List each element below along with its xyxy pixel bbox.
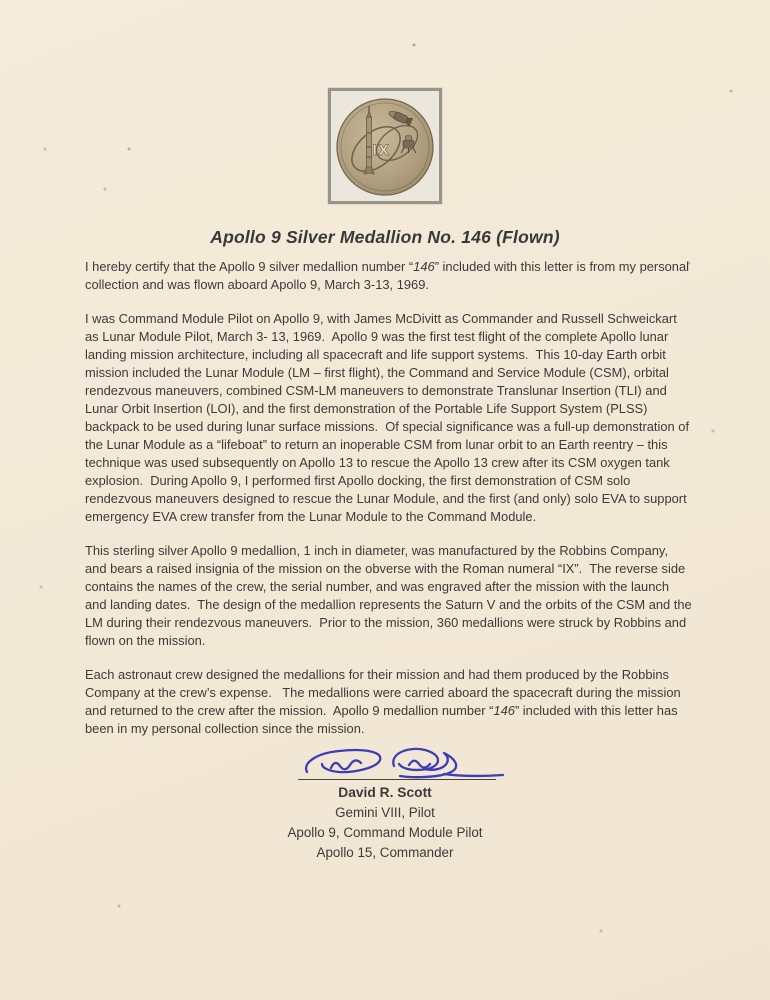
signature-line (298, 779, 496, 780)
signature-ink (293, 742, 508, 784)
letter-body (85, 258, 696, 754)
medallion-coin-image (331, 91, 439, 201)
page-title: Apollo 9 Silver Medallion No. 146 (Flown) (210, 227, 560, 247)
signatory-name: David R. Scott (338, 785, 432, 800)
letter-paragraph: Each astronaut crew designed the medallions for their mission and had them produced by the Robbins Company at the crew’s expense. The medallions were carried aboard the spacecraft during the mission and returned to the crew after the mission. Apollo 9 medallion number “146” included with this letter has been in my personal collection since the mission. (85, 667, 685, 736)
signature-block (0, 783, 770, 863)
medallion-photo (328, 88, 442, 204)
signatory-title-apollo15: Apollo 15, Commander (316, 845, 454, 860)
signatory-title-apollo9: Apollo 9, Command Module Pilot (287, 825, 483, 840)
letter-paragraph: I was Command Module Pilot on Apollo 9, with James McDivitt as Commander and Russell Schweickart as Lunar Module Pilot, March 3- 13, 1969. Apollo 9 was the first test flight of the complete Apollo lunar landing mission architecture, including all spacecraft and life support systems. This 10-day Earth orbit mission included the Lunar Module (LM – first flight), the Command and Service Module (CSM), orbital rendezvous maneuvers, combined CSM-LM maneuvers to demonstrate Translunar Insertion (TLI) and Lunar Orbit Insertion (LOI), and the first demonstration of the Portable Life Support System (PLSS) backpack to be used during lunar surface missions. Of special significance was a full-up demonstration of the Lunar Module as a “lifeboat” to return an inoperable CSM from lunar orbit to an Earth reentry – this technique was used subsequently on Apollo 13 to rescue the Apollo 13 crew after its CSM oxygen tank explosion. During Apollo 9, I performed first Apollo docking, the first demonstration of CSM solo rendezvous maneuvers designed to rescue the Lunar Module, and the first (and only) solo EVA to support emergency EVA crew transfer from the Lunar Module to the Command Module. (85, 311, 693, 524)
roman-numeral-label: IX (371, 143, 391, 159)
letter-paragraph: I hereby certify that the Apollo 9 silver medallion number “146” included with this letter is from my personal collection and was flown aboard Apollo 9, March 3-13, 1969. (85, 259, 693, 292)
paper-speckles (0, 0, 2, 2)
signatory-title-gemini: Gemini VIII, Pilot (335, 805, 435, 820)
letter-paragraph: This sterling silver Apollo 9 medallion, 1 inch in diameter, was manufactured by the Robbins Company, and bears a raised insignia of the mission on the obverse with the Roman numeral “IX”. The reverse side contains the names of the crew, the serial number, and was engraved after the mission with the launch and landing dates. The design of the medallion represents the Saturn V and the orbits of the CSM and the LM during their rendezvous maneuvers. Prior to the mission, 360 medallions were struck by Robbins and flown on the mission. (85, 543, 696, 648)
